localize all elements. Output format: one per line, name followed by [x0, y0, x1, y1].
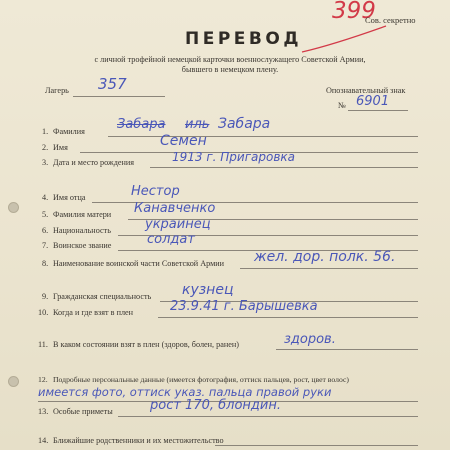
field-2-number: 2.: [42, 143, 49, 152]
field-11-number: 11.: [38, 340, 48, 349]
field-13-value: рост 170, блондин.: [150, 398, 281, 413]
field-13-underline: [118, 416, 418, 417]
field-6-label: Национальность: [53, 226, 111, 235]
field-8-underline: [240, 268, 418, 269]
punch-hole: [8, 376, 19, 387]
field-9-value: кузнец: [182, 282, 234, 298]
field-7-label: Воинское звание: [53, 241, 112, 250]
red-underline-stroke: [298, 22, 390, 56]
field-5-label: Фамилия матери: [53, 210, 112, 219]
field-4-label: Имя отца: [53, 193, 86, 202]
field-8-value: жел. дор. полк. 56.: [254, 249, 396, 265]
id-sign-label: Опознавательный знак: [326, 86, 406, 95]
field-10-number: 10.: [38, 308, 49, 317]
field-1-value: Забара: [218, 116, 271, 132]
secrecy-label: Сов. секретно: [365, 15, 416, 25]
field-10-value: 23.9.41 г. Барышевка: [170, 299, 318, 314]
document-subtitle: [40, 55, 420, 75]
field-10-underline: [158, 317, 418, 318]
document-title: ПЕРЕВОД: [185, 29, 302, 49]
field-6-number: 6.: [42, 226, 49, 235]
field-10-label: Когда и где взят в плен: [53, 308, 134, 317]
field-1-struck-word: иль: [185, 117, 210, 132]
field-5-number: 5.: [42, 210, 49, 219]
id-sign-prefix: №: [338, 101, 346, 110]
field-1-struck-value: Забара: [117, 117, 166, 132]
field-12-label: Подробные персональные данные (имеется фотография, оттиск пальцев, рост, цвет волос): [53, 375, 349, 384]
field-13-label: Особые приметы: [53, 407, 113, 416]
field-12-value: имеется фото, оттиск указ. пальца правой руки: [38, 385, 332, 399]
camp-value: 357: [98, 75, 127, 93]
field-1-underline: [108, 136, 418, 137]
field-1-number: 1.: [42, 127, 49, 136]
field-3-underline: [150, 167, 418, 168]
id-sign-underline: [348, 110, 408, 111]
field-2-value: Семен: [160, 133, 207, 149]
camp-label: Лагерь: [45, 86, 69, 95]
field-14-number: 14.: [38, 436, 49, 445]
field-7-number: 7.: [42, 241, 49, 250]
field-1-label: Фамилия: [53, 127, 85, 136]
field-7-value: солдат: [147, 232, 195, 247]
field-14-label: Ближайшие родственники и их местожительство: [53, 436, 224, 445]
field-3-value: 1913 г. Пригаровка: [172, 150, 296, 164]
field-2-label: Имя: [53, 143, 68, 152]
field-9-label: Гражданская специальность: [53, 292, 152, 301]
field-11-label: В каком состоянии взят в плен (здоров, болен, ранен): [53, 340, 240, 349]
field-9-number: 9.: [42, 292, 49, 301]
punch-hole: [8, 202, 19, 213]
field-11-value: здоров.: [284, 332, 336, 347]
field-5-value: Канавченко: [134, 201, 216, 216]
field-13-number: 13.: [38, 407, 49, 416]
stamp-number: 399: [332, 0, 376, 24]
field-4-value: Нестор: [131, 184, 180, 199]
field-6-value: украинец: [145, 217, 211, 232]
field-3-number: 3.: [42, 158, 49, 167]
id-sign-value: 6901: [356, 94, 390, 109]
field-8-label: Наименование воинской части Советской Армии: [53, 259, 225, 268]
subtitle-line-2: бывшего в немецком плену.: [181, 65, 279, 74]
subtitle-line-1: с личной трофейной немецкой карточки военнослужащего Советской Армии,: [94, 55, 366, 64]
camp-underline: [73, 96, 165, 97]
field-4-number: 4.: [42, 193, 49, 202]
field-11-underline: [276, 349, 418, 350]
field-12-number: 12.: [38, 375, 48, 384]
field-8-number: 8.: [42, 259, 49, 268]
field-3-label: Дата и место рождения: [53, 158, 135, 167]
field-14-underline: [215, 445, 418, 446]
